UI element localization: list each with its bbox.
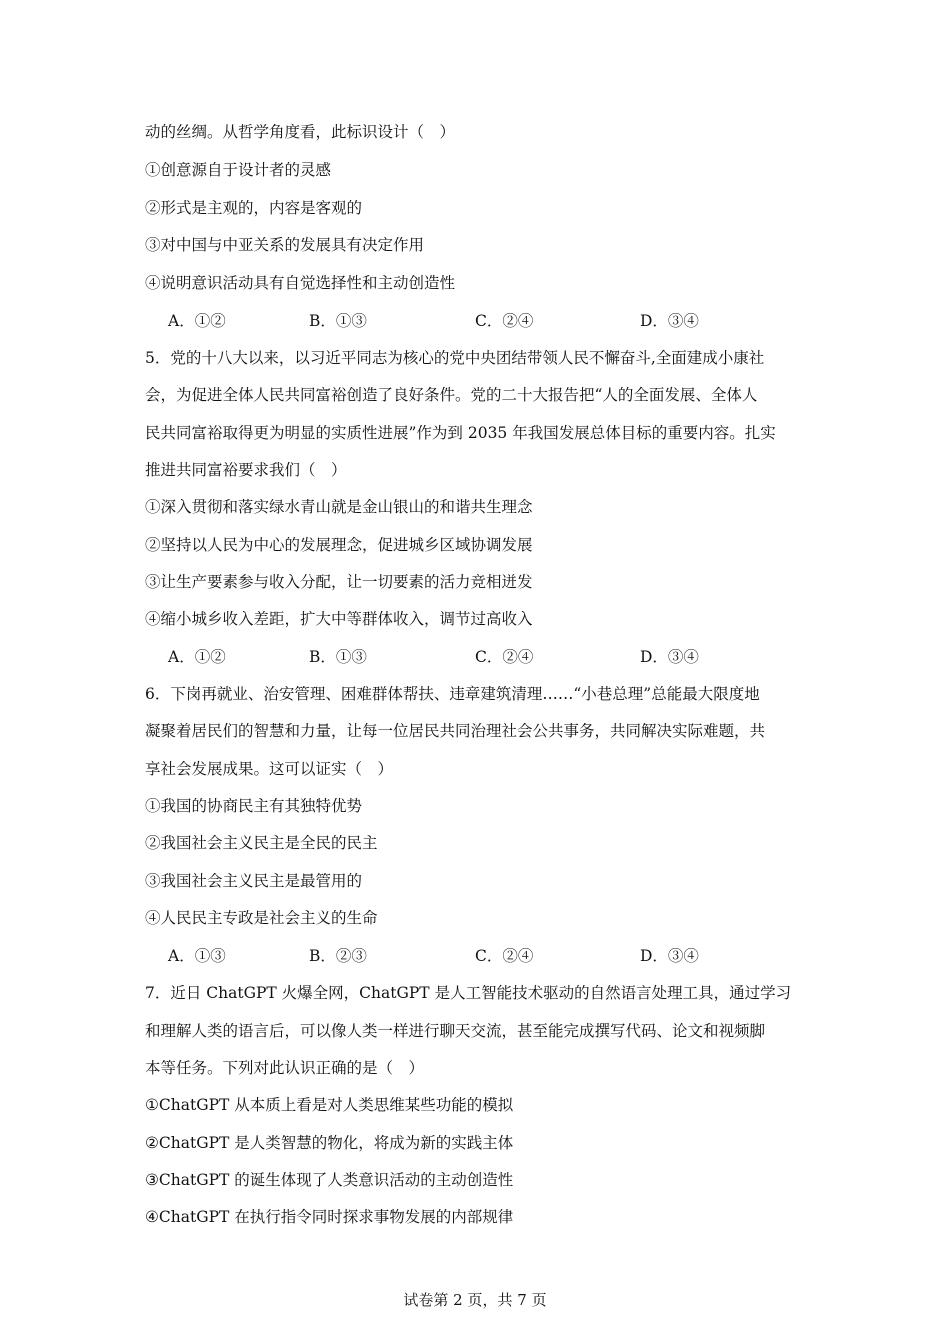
q6-option-d: D．③④ <box>640 947 699 965</box>
q6-option-c: C．②④ <box>475 947 534 965</box>
q4-option-a: A．①② <box>168 312 226 330</box>
q6-stem-line-3: 享社会发展成果。这可以证实（ ） <box>145 760 394 778</box>
q7-statement-1: ①ChatGPT 从本质上看是对人类思维某些功能的模拟 <box>145 1096 514 1114</box>
q4-statement-2: ②形式是主观的，内容是客观的 <box>145 199 363 217</box>
q7-stem-line-1: 7．近日 ChatGPT 火爆全网，ChatGPT 是人工智能技术驱动的自然语言处理工具，通过学习 <box>145 984 792 1002</box>
q6-statement-3: ③我国社会主义民主是最管用的 <box>145 872 363 890</box>
q6-stem-line-2: 凝聚着居民们的智慧和力量，让每一位居民共同治理社会公共事务，共同解决实际难题，共 <box>145 722 766 740</box>
q7-stem-line-3: 本等任务。下列对此认识正确的是（ ） <box>145 1059 425 1077</box>
q4-option-c: C．②④ <box>475 312 534 330</box>
q4-option-d: D．③④ <box>640 312 699 330</box>
q5-stem-line-3: 民共同富裕取得更为明显的实质性进展”作为到 2035 年我国发展总体目标的重要内容。扎实 <box>145 424 776 442</box>
q5-options <box>168 647 768 667</box>
q4-statement-3: ③对中国与中亚关系的发展具有决定作用 <box>145 236 425 254</box>
q6-statement-2: ②我国社会主义民主是全民的民主 <box>145 834 378 852</box>
q4-option-b: B．①③ <box>309 312 367 330</box>
q7-statement-2: ②ChatGPT 是人类智慧的物化，将成为新的实践主体 <box>145 1134 514 1152</box>
q5-statement-2: ②坚持以人民为中心的发展理念，促进城乡区域协调发展 <box>145 536 533 554</box>
q7-stem-line-2: 和理解人类的语言后，可以像人类一样进行聊天交流，甚至能完成撰写代码、论文和视频脚 <box>145 1022 766 1040</box>
q7-statement-3: ③ChatGPT 的诞生体现了人类意识活动的主动创造性 <box>145 1171 514 1189</box>
q6-option-a: A．①③ <box>168 947 226 965</box>
q5-option-b: B．①③ <box>309 648 367 666</box>
q5-stem-line-4: 推进共同富裕要求我们（ ） <box>145 461 347 479</box>
q6-options <box>168 946 768 966</box>
q5-statement-3: ③让生产要素参与收入分配，让一切要素的活力竞相迸发 <box>145 573 533 591</box>
q5-stem-line-1: 5．党的十八大以来，以习近平同志为核心的党中央团结带领人民不懈奋斗,全面建成小康社 <box>145 349 765 367</box>
page-footer: 试卷第 2 页，共 7 页 <box>403 1291 547 1309</box>
q4-statement-4: ④说明意识活动具有自觉选择性和主动创造性 <box>145 274 456 292</box>
q6-statement-1: ①我国的协商民主有其独特优势 <box>145 797 363 815</box>
q4-options <box>168 311 768 331</box>
q4-stem-tail: 动的丝绸。从哲学角度看，此标识设计（ ） <box>145 123 456 141</box>
q6-stem-line-1: 6．下岗再就业、治安管理、困难群体帮扶、违章建筑清理……“小巷总理”总能最大限度地 <box>145 685 760 703</box>
q5-option-d: D．③④ <box>640 648 699 666</box>
q6-option-b: B．②③ <box>309 947 367 965</box>
q5-stem-line-2: 会，为促进全体人民共同富裕创造了良好条件。党的二十大报告把“人的全面发展、全体人 <box>145 386 758 404</box>
q4-statement-1: ①创意源自于设计者的灵感 <box>145 161 332 179</box>
q5-statement-4: ④缩小城乡收入差距，扩大中等群体收入，调节过高收入 <box>145 610 533 628</box>
q7-statement-4: ④ChatGPT 在执行指令同时探求事物发展的内部规律 <box>145 1208 514 1226</box>
q6-statement-4: ④人民民主专政是社会主义的生命 <box>145 909 378 927</box>
q5-option-c: C．②④ <box>475 648 534 666</box>
q5-option-a: A．①② <box>168 648 226 666</box>
q5-statement-1: ①深入贯彻和落实绿水青山就是金山银山的和谐共生理念 <box>145 498 533 516</box>
